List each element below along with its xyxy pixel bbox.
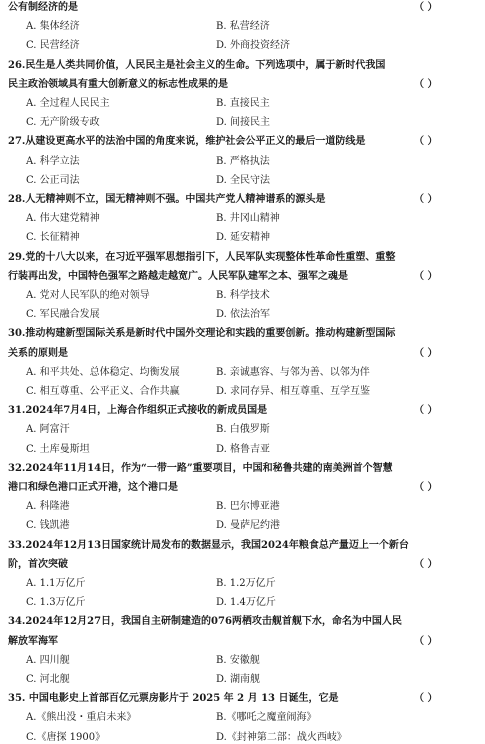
option-a: A. 全过程人民民主 xyxy=(26,98,110,109)
question-text: 26.民生是人类共同价值，人民民主是社会主义的生命。下列选项中，属于新时代我国 xyxy=(8,59,386,71)
option-d: D. 1.4万亿斤 xyxy=(216,597,276,609)
option-b: B. 亲诚惠容、与邻为善、以邻为伴 xyxy=(216,366,370,378)
option-a: A. 伟大建党精神 xyxy=(26,213,100,225)
option-d: D. 求同存异、相互尊重、互学互鉴 xyxy=(216,386,371,397)
option-a: A. 1.1万亿斤 xyxy=(26,578,86,589)
question-text: 27.从建设更高水平的法治中国的角度来说，维护社会公平正义的最后一道防线是 xyxy=(8,136,366,148)
option-d: D. 外商投资经济 xyxy=(216,40,291,52)
option-d: D. 延安精神 xyxy=(216,232,271,244)
question-text: 29.党的十八大以来，在习近平强军思想指引下，人民军队实现整体性革命性重塑、重整 xyxy=(8,251,396,263)
answer-paren: （ ） xyxy=(414,2,438,13)
option-c: C. 钱凯港 xyxy=(26,520,70,532)
answer-paren: （ ） xyxy=(414,136,438,148)
option-c: C. 公正司法 xyxy=(26,174,80,186)
option-d: D. 全民守法 xyxy=(216,174,271,186)
answer-paren: （ ） xyxy=(414,347,438,359)
option-b: B. 安徽舰 xyxy=(216,654,260,666)
question-text: 公有制经济的是 xyxy=(8,2,78,13)
option-a: A. 阿富汗 xyxy=(26,424,70,436)
option-d: D. 依法治军 xyxy=(216,309,271,321)
option-c: C. 军民融合发展 xyxy=(26,309,100,321)
option-b: B.《哪吒之魔童闹海》 xyxy=(216,712,317,724)
answer-paren: （ ） xyxy=(414,635,438,647)
option-c: C. 土库曼斯坦 xyxy=(26,443,90,455)
option-b: B. 1.2万亿斤 xyxy=(216,578,276,589)
option-b: B. 白俄罗斯 xyxy=(216,424,270,436)
question-text: 32.2024年11月14日，作为“一带一路”重要项目，中国和秘鲁共建的南美洲首个智慧 xyxy=(8,462,393,474)
question-text: 行装再出发，中国特色强军之路越走越宽广。人民军队建军之本、强军之魂是 xyxy=(8,270,348,282)
answer-paren: （ ） xyxy=(414,482,438,493)
option-c: C. 长征精神 xyxy=(26,232,80,244)
option-d: D. 格鲁吉亚 xyxy=(216,443,271,455)
option-c: C. 1.3万亿斤 xyxy=(26,597,86,609)
answer-paren: （ ） xyxy=(414,693,438,705)
question-text: 关系的原则是 xyxy=(8,347,68,359)
question-text: 30.推动构建新型国际关系是新时代中国外交理论和实践的重要创新。推动构建新型国际 xyxy=(8,328,396,340)
option-a: A. 党对人民军队的绝对领导 xyxy=(26,290,150,301)
option-c: C. 河北舰 xyxy=(26,674,70,685)
option-b: B. 严格执法 xyxy=(216,155,270,167)
question-text: 35. 中国电影史上首部百亿元票房影片于 2025 年 2 月 13 日诞生，它是 xyxy=(8,693,339,705)
option-b: B. 井冈山精神 xyxy=(216,213,280,225)
question-text: 民主政治领域具有重大创新意义的标志性成果的是 xyxy=(8,78,228,90)
question-text: 港口和绿色港口正式开港，这个港口是 xyxy=(8,482,178,493)
option-c: C. 相互尊重、公平正义、合作共赢 xyxy=(26,386,180,397)
option-a: A. 和平共处、总体稳定、均衡发展 xyxy=(26,366,180,378)
answer-paren: （ ） xyxy=(414,405,438,417)
option-b: B. 直接民主 xyxy=(216,98,270,109)
question-text: 28.人无精神则不立，国无精神则不强。中国共产党人精神谱系的源头是 xyxy=(8,194,326,205)
option-b: B. 私营经济 xyxy=(216,21,270,33)
answer-paren: （ ） xyxy=(414,558,438,570)
question-text: 解放军海军 xyxy=(8,635,58,647)
option-c: C. 民营经济 xyxy=(26,40,80,52)
option-d: D. 曼萨尼约港 xyxy=(216,520,281,532)
answer-paren: （ ） xyxy=(414,194,438,205)
option-d: D. 间接民主 xyxy=(216,117,271,129)
question-text: 34.2024年12月27日，我国自主研制建造的076两栖攻击舰首舰下水，命名为中国人民 xyxy=(8,616,402,628)
option-c: C.《唐探 1900》 xyxy=(26,731,106,743)
option-d: D. 湖南舰 xyxy=(216,674,261,685)
answer-paren: （ ） xyxy=(414,78,438,90)
question-text: 33.2024年12月13日国家统计局发布的数据显示，我国2024年粮食总产量迈上一个新台 xyxy=(8,539,409,551)
answer-paren: （ ） xyxy=(414,270,438,282)
option-b: B. 科学技术 xyxy=(216,290,270,301)
option-b: B. 巴尔博亚港 xyxy=(216,501,280,513)
option-d: D.《封神第二部：战火西岐》 xyxy=(216,731,347,743)
option-a: A. 四川舰 xyxy=(26,654,70,666)
option-a: A. 集体经济 xyxy=(26,21,80,33)
question-text: 31.2024年7月4日，上海合作组织正式接收的新成员国是 xyxy=(8,405,268,417)
option-a: A. 科学立法 xyxy=(26,155,80,167)
option-c: C. 无产阶级专政 xyxy=(26,117,100,129)
option-a: A.《熊出没・重启未来》 xyxy=(26,712,137,724)
question-text: 阶，首次突破 xyxy=(8,558,68,570)
option-a: A. 科隆港 xyxy=(26,501,70,513)
